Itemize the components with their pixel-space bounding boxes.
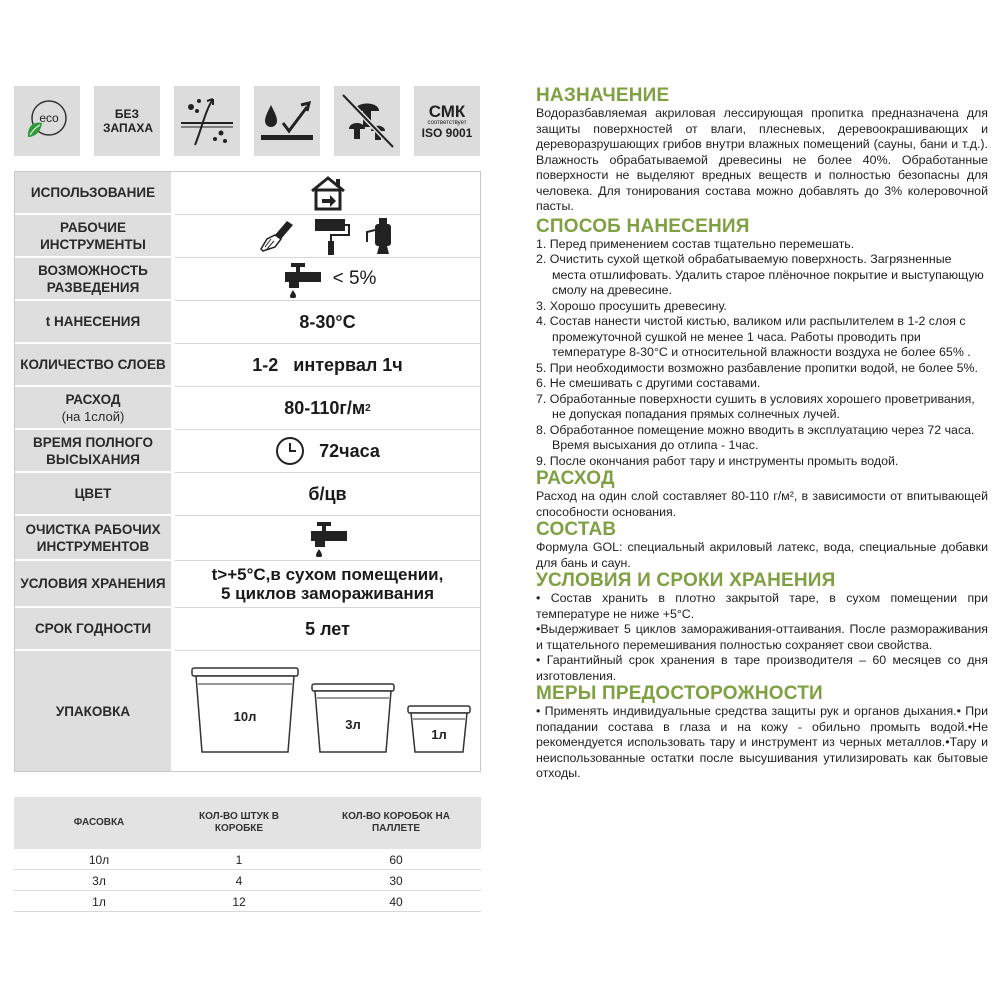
section-heading-composition: СОСТАВ — [536, 519, 617, 540]
application-steps — [536, 237, 988, 470]
composition-text: Формула GOL: специальный акриловый латекс, вода, специальные добавки для бань и саун. — [536, 540, 988, 570]
faucet-icon — [279, 260, 325, 298]
storage-item: • Состав хранить в плотно закрытой таре, в сухом помещении при температуре не ниже +5°С. — [536, 591, 988, 621]
spec-label: УСЛОВИЯ ХРАНЕНИЯ — [15, 561, 171, 608]
spec-value: 5 лет — [175, 608, 480, 651]
list-item: 9. После окончания работ тару и инструменты промыть водой. — [536, 453, 899, 468]
spec-value: 80-110г/м 2 — [175, 387, 480, 430]
spec-row-storage — [15, 561, 480, 608]
packing-header-cell: КОЛ-ВО КОРОБОК НА ПАЛЛЕТЕ — [342, 811, 450, 834]
spec-value — [175, 258, 480, 301]
storage-item: •Выдерживает 5 циклов замораживания-оттаивания. После размораживания и тщательного перемешивания полностью сохраняет свои свойства. — [536, 622, 988, 652]
spec-label: СРОК ГОДНОСТИ — [15, 608, 171, 651]
iso-label: ISO 9001 — [421, 125, 473, 140]
spec-value: 1-2 интервал 1ч — [175, 344, 480, 387]
consumption-text: Расход на один слой составляет 80-110 г/м², в зависимости от впитывающей способности основания. — [536, 489, 988, 519]
list-item: 2. Очистить сухой щеткой обрабатываемую поверхность. Загрязненные места отшлифовать. Удалить старое плёночное покрытие и выступающую смолу на древесине. — [536, 252, 984, 297]
spec-value — [175, 215, 480, 258]
packing-row — [14, 870, 481, 891]
spec-label: ВРЕМЯ ПОЛНОГО ВЫСЫХАНИЯ — [15, 430, 171, 473]
antifungal-badge — [334, 86, 400, 156]
bucket-10l-label: 10л — [233, 709, 256, 724]
roller-icon — [311, 216, 351, 256]
dilution-value: < 5% — [332, 268, 377, 289]
list-item: 8. Обработанное помещение можно вводить в эксплуатацию через 72 часа. Время высыхания до отлипа - 1час. — [536, 422, 975, 452]
packing-cell: 60 — [389, 852, 403, 867]
packing-cell: 4 — [235, 873, 243, 888]
smk-title: СМК — [428, 101, 466, 121]
packing-cell: 30 — [389, 873, 403, 888]
list-item: 3. Хорошо просушить древесину. — [536, 298, 727, 313]
spec-row-temperature — [15, 301, 480, 344]
bucket-10l — [192, 668, 298, 752]
precautions-text: • Применять индивидуальные средства защиты рук и органов дыхания.• При попадании состава в глаза и на кожу - обильно промыть водой.•Не рекомендуется использовать тару и инструмент из черных металлов.•Тару и неиспользованные остатки после высушивания утилизировать как бытовые отходы. — [536, 704, 988, 780]
sprayer-icon — [365, 216, 399, 256]
eco-leaf-icon — [19, 93, 75, 149]
eco-badge — [14, 86, 80, 156]
spec-label: УПАКОВКА — [15, 651, 171, 771]
spec-row-dilution — [15, 258, 480, 301]
spec-row-tool-cleaning — [15, 516, 480, 561]
feature-badges — [14, 86, 482, 156]
spec-row-packaging — [15, 651, 480, 771]
faucet-icon — [305, 519, 351, 557]
spec-value — [175, 651, 480, 771]
packing-cell: 1л — [92, 894, 106, 909]
spec-value: 72часа — [175, 430, 480, 473]
spec-label: РАБОЧИЕ ИНСТРУМЕНТЫ — [15, 215, 171, 258]
bucket-1l-label: 1л — [430, 727, 447, 742]
packing-header — [14, 797, 481, 849]
svg-text:eco: eco — [39, 111, 59, 125]
spec-row-drying-time — [15, 430, 480, 473]
list-item: 4. Состав нанести чистой кистью, валиком или распылителем в 1-2 слоя с промежуточной сушкой не менее 1 часа. Работы проводить при температуре 8-30°С и относительной влажности воздуха не более 65% . — [536, 314, 971, 359]
spec-label: РАСХОД (на 1слой) — [15, 387, 171, 430]
packing-header-cell: ФАСОВКА — [73, 817, 125, 828]
packaging-buckets — [178, 656, 478, 766]
spec-value: 8-30°С — [175, 301, 480, 344]
list-item: 1. Перед применением состав тщательно перемешать. — [536, 236, 855, 251]
smk-subtitle: соответствует — [427, 119, 467, 126]
breathable-badge — [174, 86, 240, 156]
water-drop-icon — [257, 91, 317, 151]
packing-cell: 40 — [389, 894, 403, 909]
bucket-3l — [312, 684, 394, 752]
bucket-1l — [408, 706, 470, 752]
no-smell-text: БЕЗ ЗАПАХА — [103, 107, 153, 135]
packing-row — [14, 849, 481, 870]
packing-table — [14, 797, 481, 912]
spec-value: б/цв — [175, 473, 480, 516]
section-heading-purpose: НАЗНАЧЕНИЕ — [536, 85, 670, 106]
smk-iso-badge — [414, 86, 480, 156]
storage-item: • Гарантийный срок хранения в таре производителя – 60 месяцев со дня изготовления. — [536, 653, 988, 683]
indoor-house-icon — [308, 175, 348, 211]
spec-label: ИСПОЛЬЗОВАНИЕ — [15, 172, 171, 215]
list-item: 6. Не смешивать с другими составами. — [536, 376, 761, 390]
no-smell-badge — [94, 86, 160, 156]
packing-cell: 3л — [92, 873, 106, 888]
brush-icon — [257, 217, 297, 255]
packing-row — [14, 891, 481, 912]
purpose-text: Водоразбавляемая акриловая лессирующая пропитка предназначена для защиты поверхностей от влаги, плесневых, деревоокрашивающих и дереворазрушающих грибов внутри влажных помещений (сауны, бани и т.д.). Влажность обрабатываемой древесины не более 40%. Обработанные поверхности не выделяют вредных веществ и полностью безопасны для человека. Для тонирования состава можно добавлять до 3% колеровочной пасты. — [536, 106, 988, 213]
spec-row-tools — [15, 215, 480, 258]
packing-cell: 12 — [232, 894, 246, 909]
section-heading-application: СПОСОБ НАНЕСЕНИЯ — [536, 215, 750, 237]
spec-label: ОЧИСТКА РАБОЧИХ ИНСТРУМЕНТОВ — [15, 516, 171, 561]
section-heading-consumption: РАСХОД — [536, 468, 615, 489]
spec-label: t НАНЕСЕНИЯ — [15, 301, 171, 344]
packing-cell: 1 — [235, 852, 243, 867]
spec-label: ЦВЕТ — [15, 473, 171, 516]
clock-icon — [275, 436, 305, 466]
spec-table — [14, 171, 481, 772]
section-heading-storage: УСЛОВИЯ И СРОКИ ХРАНЕНИЯ — [536, 570, 836, 591]
spec-row-consumption — [15, 387, 480, 430]
section-heading-precautions: МЕРЫ ПРЕДОСТОРОЖНОСТИ — [536, 683, 823, 704]
list-item: 7. Обработанные поверхности сушить в условиях хорошего проветривания, не допуская попадания прямых солнечных лучей. — [536, 391, 975, 421]
water-repellent-badge — [254, 86, 320, 156]
spec-row-layers — [15, 344, 480, 387]
spec-label: КОЛИЧЕСТВО СЛОЕВ — [15, 344, 171, 387]
packing-cell: 10л — [88, 852, 110, 867]
list-item: 5. При необходимости возможно разбавление пропитки водой, не более 5%. — [536, 360, 979, 375]
spec-value: t>+5°С,в сухом помещении, 5 циклов замораживания — [175, 561, 480, 608]
no-mushroom-icon — [337, 91, 397, 151]
bucket-3l-label: 3л — [344, 717, 361, 732]
description-column — [536, 86, 988, 782]
spec-row-shelf-life — [15, 608, 480, 651]
spec-value — [175, 516, 480, 561]
spec-value — [175, 172, 480, 215]
spec-row-color — [15, 473, 480, 516]
vapor-permeable-icon — [177, 91, 237, 151]
packing-header-cell: КОЛ-ВО ШТУК В КОРОБКЕ — [199, 811, 279, 834]
spec-row-usage — [15, 172, 480, 215]
spec-label: ВОЗМОЖНОСТЬ РАЗВЕДЕНИЯ — [15, 258, 171, 301]
